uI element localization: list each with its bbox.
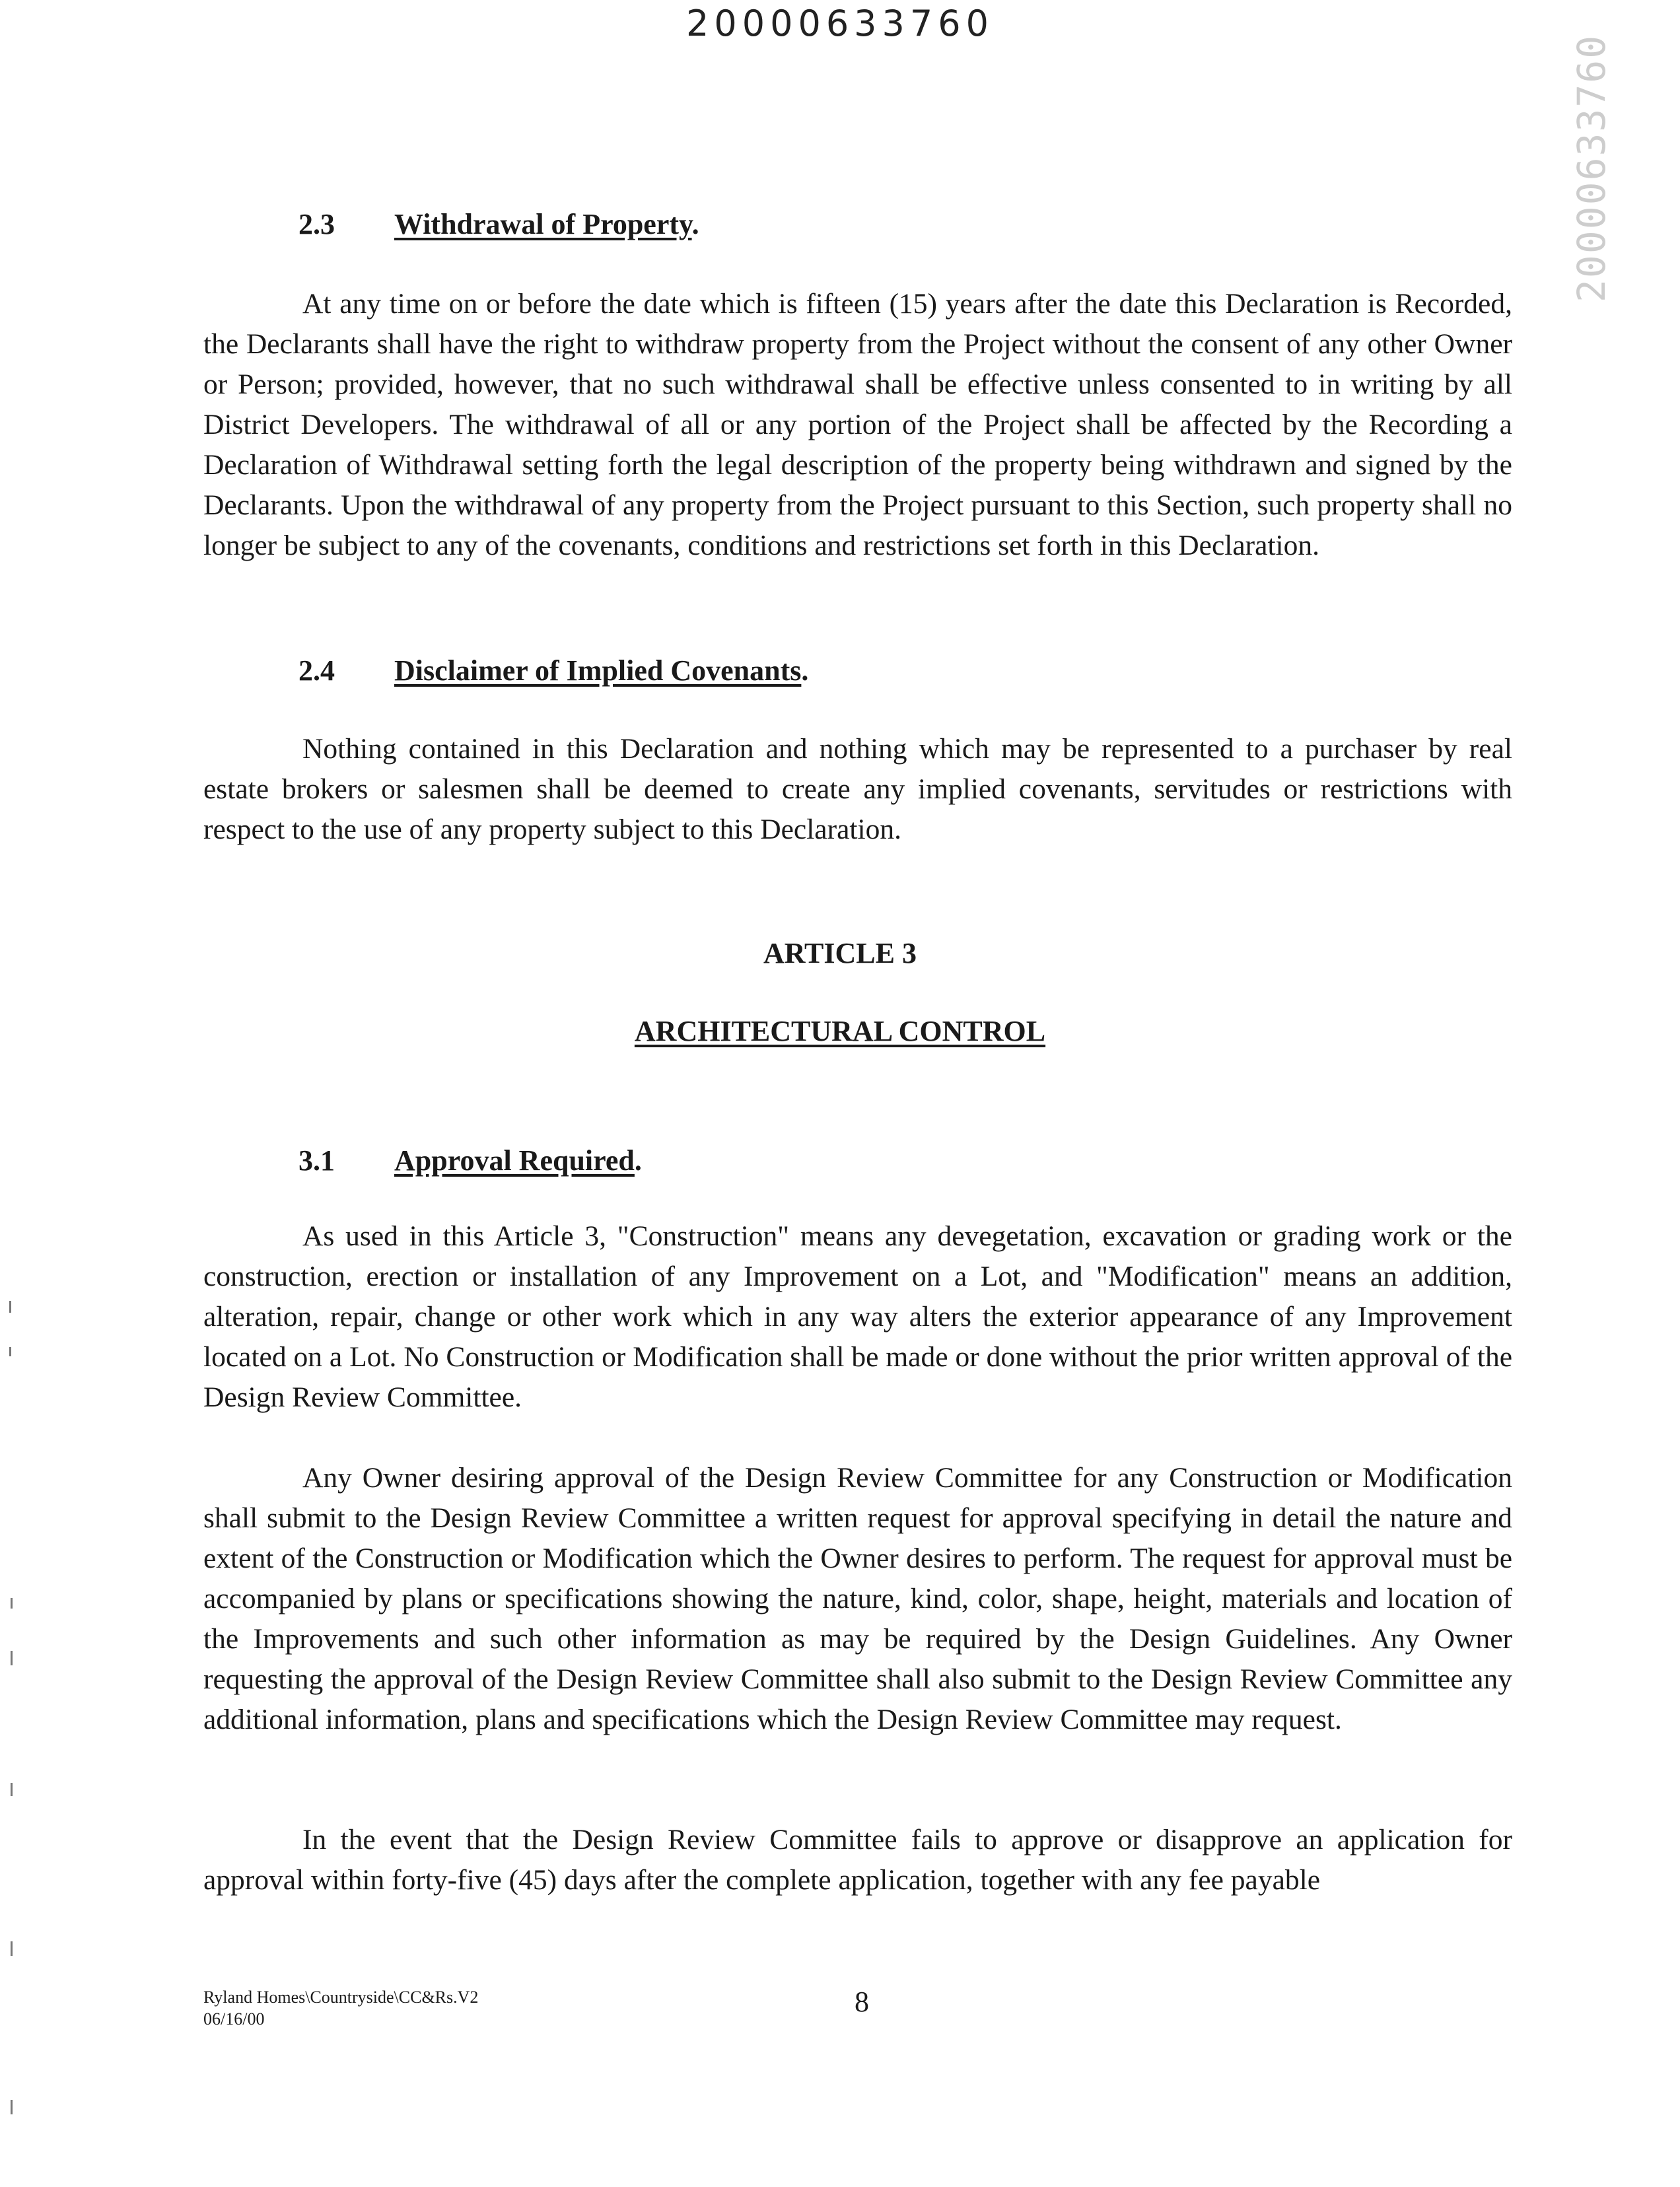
footer-file-info [203,1986,478,2030]
document-number: 20000633760 [686,3,994,44]
section-2-3-paragraph: At any time on or before the date which is fifteen (15) years after the date this Declaration is Recorded, the Declarants shall have the right to withdraw property from the Project without the consent of any other Owner or Person; provided, however, that no such withdrawal shall be effective unless consented to in writing by all District Developers. The withdrawal of all or any portion of the Project shall be affected by the Recording a Declaration of Withdrawal setting forth the legal description of the property being withdrawn and signed by the Declarants. Upon the withdrawal of any property from the Project pursuant to this Section, such property shall no longer be subject to any of the covenants, conditions and restrictions set forth in this Declaration. [203,288,1512,561]
scan-speck [11,1941,13,1956]
section-title: Withdrawal of Property [394,208,692,240]
section-number: 3.1 [298,1144,335,1177]
article-title [0,1014,1680,1048]
section-3-1-paragraph-1: As used in this Article 3, "Construction" means any devegetation, excavation or grading work or the construction, erection or installation of any Improvement on a Lot, and "Modification" means an addition, alteration, repair, change or other work which in any way alters the exterior appearance of any Improvement located on a Lot. No Construction or Modification shall be made or done without the prior written approval of the Design Review Committee. [203,1220,1512,1413]
side-stamp: 20000633760 [1569,34,1614,302]
article-label: ARTICLE 3 [763,937,917,969]
scan-speck [11,1598,13,1609]
section-title-suffix: . [691,208,699,240]
page-number: 8 [855,1986,869,2018]
article-title-text: ARCHITECTURAL CONTROL [634,1015,1046,1047]
section-title-suffix: . [801,654,809,687]
section-title: Approval Required [394,1144,635,1177]
section-heading-2-4 [298,654,808,687]
scan-speck [11,2100,13,2114]
scan-speck [9,1301,11,1313]
scan-speck [9,1347,11,1356]
section-title-suffix: . [634,1144,642,1177]
footer-file-path: Ryland Homes\Countryside\CC&Rs.V2 [203,1988,479,2007]
section-title: Disclaimer of Implied Covenants [394,654,802,687]
section-3-1-paragraph-3: In the event that the Design Review Committee fails to approve or disapprove an application for approval within forty-five (45) days after the complete application, together with any fee payable [203,1824,1512,1896]
section-number: 2.4 [298,654,335,687]
section-2-4-paragraph: Nothing contained in this Declaration and nothing which may be represented to a purchaser by real estate brokers or salesmen shall be deemed to create any implied covenants, servitudes or restrictions with respect to the use of any property subject to this Declaration. [203,733,1512,845]
section-heading-3-1 [298,1144,642,1177]
footer-date: 06/16/00 [203,2009,265,2029]
section-heading-2-3 [298,207,699,241]
scan-speck [11,1651,13,1665]
section-3-1-paragraph-2: Any Owner desiring approval of the Design Review Committee for any Construction or Modification shall submit to the Design Review Committee a written request for approval specifying in detail the nature and extent of the Construction or Modification which the Owner desires to perform. The request for approval must be accompanied by plans or specifications showing the nature, kind, color, shape, height, materials and location of the Improvements and such other information as may be required by the Design Guidelines. Any Owner requesting the approval of the Design Review Committee shall also submit to the Design Review Committee any additional information, plans and specifications which the Design Review Committee may request. [203,1462,1512,1735]
section-number: 2.3 [298,208,335,240]
scan-speck [11,1783,13,1796]
